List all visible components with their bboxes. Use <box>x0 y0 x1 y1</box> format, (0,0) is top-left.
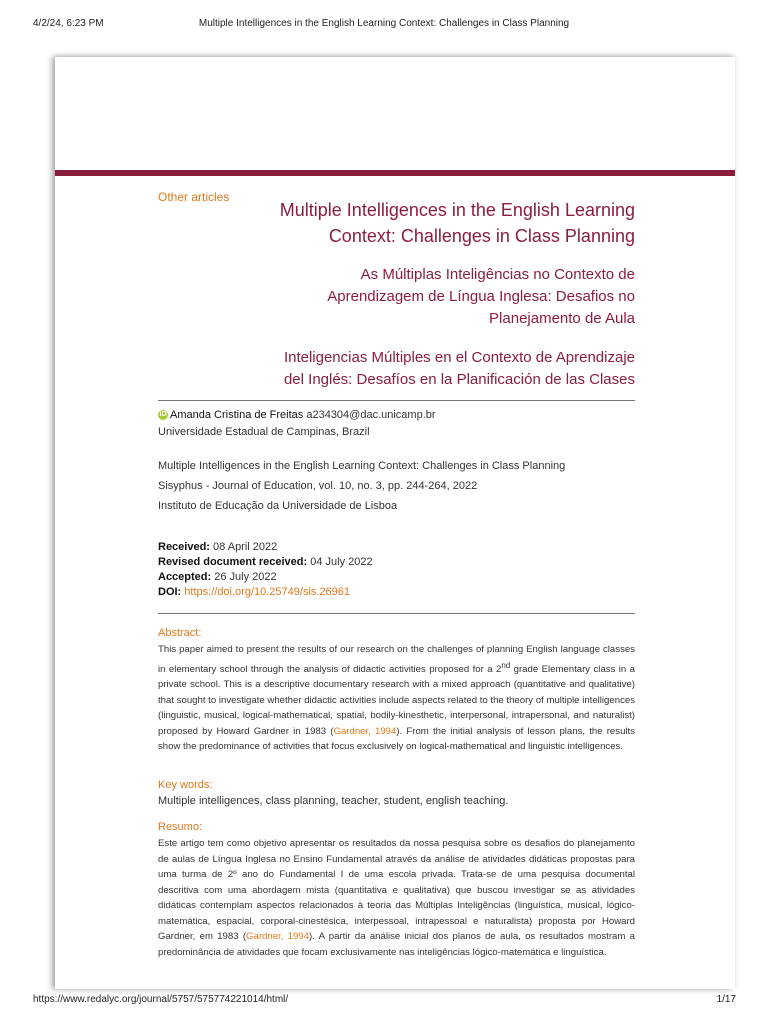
title-english <box>255 197 635 249</box>
abstract-heading: Abstract: <box>158 627 202 639</box>
keywords-text: Multiple intelligences, class planning, teacher, student, english teaching. <box>158 795 509 807</box>
article-page <box>55 57 735 989</box>
author-affiliation: Universidade Estadual de Campinas, Brazil <box>158 426 370 438</box>
orcid-icon[interactable]: iD <box>159 411 167 419</box>
received-date: 08 April 2022 <box>213 541 278 553</box>
article-titles <box>255 197 635 391</box>
title-pt-line: Planejamento de Aula <box>489 310 635 327</box>
resumo-text <box>158 836 635 960</box>
citation-publisher: Instituto de Educação da Universidade de Lisboa <box>158 500 398 512</box>
citation-title: Multiple Intelligences in the English Learning Context: Challenges in Class Planning <box>158 460 566 472</box>
revised-date: 04 July 2022 <box>310 556 373 568</box>
print-date: 4/2/24, 6:23 PM <box>33 18 104 29</box>
citation-block <box>158 458 565 518</box>
title-pt-line: As Múltiplas Inteligências no Contexto de <box>360 266 635 283</box>
resumo-part: ). A partir da análise inicial dos planos de aula, os resultados mostram a predominância de atividades que focam exclusivamente nas inteligências lógico-matemática e linguística. <box>158 931 635 958</box>
dates-block <box>158 540 373 600</box>
abstract-text <box>158 642 635 755</box>
other-articles-link[interactable]: Other articles <box>158 190 230 204</box>
keywords-heading: Key words: <box>158 779 213 791</box>
resumo-reference-link[interactable]: Gardner, 1994 <box>246 931 309 942</box>
title-spanish <box>255 347 635 391</box>
accepted-label: Accepted: <box>158 571 212 583</box>
divider-top <box>158 400 635 401</box>
abstract-part: grade Elementary class in a private school. This is a descriptive documentary research with a mixed approach (quantitative and qualitative) that sought to investigate whether didactic activities include aspects related to the theory of multiple intelligences (linguistic, musical, logical-mathematical, spatial, bodily-kinesthetic, interpersonal, intrapersonal, and naturalist) proposed by Howard Gardner in 1983 ( <box>158 663 635 737</box>
author-name: Amanda Cristina de Freitas <box>170 409 304 421</box>
author-email: a234304@dac.unicamp.br <box>306 409 436 421</box>
resumo-part: Este artigo tem como objetivo apresentar os resultados da nossa pesquisa sobre os desafios do planejamento de aulas de Língua Inglesa no Ensino Fundamental através da análise de atividades didáticas propostas para uma turma de 2º ano do Fundamental I de uma escola privada. Trata-se de uma pesquisa documental descritiva com uma abordagem mista (quantitativa e qualitativa) que buscou investigar se as atividades didáticas contemplam aspectos relacionados à teoria das Múltiplas Inteligências (linguística, musical, lógico-matemática, espacial, corporal-cinestésica, interpessoal, intrapessoal e naturalista) proposta por Howard Gardner, em 1983 ( <box>158 838 635 942</box>
resumo-heading: Resumo: <box>158 821 203 833</box>
print-url: https://www.redalyc.org/journal/5757/575774221014/html/ <box>33 994 289 1005</box>
received-label: Received: <box>158 541 210 553</box>
abstract-part: ). From the initial analysis of lesson plans, the results show the predominance of activities that focus exclusively on logical-mathematical and linguistic intelligences. <box>158 725 635 753</box>
title-en-line: Multiple Intelligences in the English Learning <box>279 200 635 220</box>
print-title: Multiple Intelligences in the English Learning Context: Challenges in Class Planning <box>198 18 570 29</box>
revised-label: Revised document received: <box>158 556 308 568</box>
author-block <box>158 407 436 441</box>
doi-label: DOI: <box>158 586 182 598</box>
print-page-number: 1/17 <box>716 994 736 1005</box>
doi-link[interactable]: https://doi.org/10.25749/sis.26961 <box>184 586 351 598</box>
abstract-superscript: nd <box>501 660 511 670</box>
citation-journal: Sisyphus - Journal of Education, vol. 10, no. 3, pp. 244-264, 2022 <box>158 480 478 492</box>
title-portuguese <box>255 264 635 330</box>
divider-bottom <box>158 613 635 614</box>
title-en-line: Context: Challenges in Class Planning <box>328 226 635 246</box>
abstract-part: This paper aimed to present the results of our research on the challenges of planning English language classes in elementary school through the analysis of didactic activities proposed for a 2 <box>158 644 635 675</box>
accepted-date: 26 July 2022 <box>214 571 277 583</box>
header-band <box>55 170 735 176</box>
title-pt-line: Aprendizagem de Língua Inglesa: Desafios no <box>327 288 635 305</box>
title-es-line: Inteligencias Múltiples en el Contexto de Aprendizaje <box>283 349 635 366</box>
abstract-reference-link[interactable]: Gardner, 1994 <box>333 725 397 737</box>
title-es-line: del Inglés: Desafíos en la Planificación de las Clases <box>283 371 635 388</box>
